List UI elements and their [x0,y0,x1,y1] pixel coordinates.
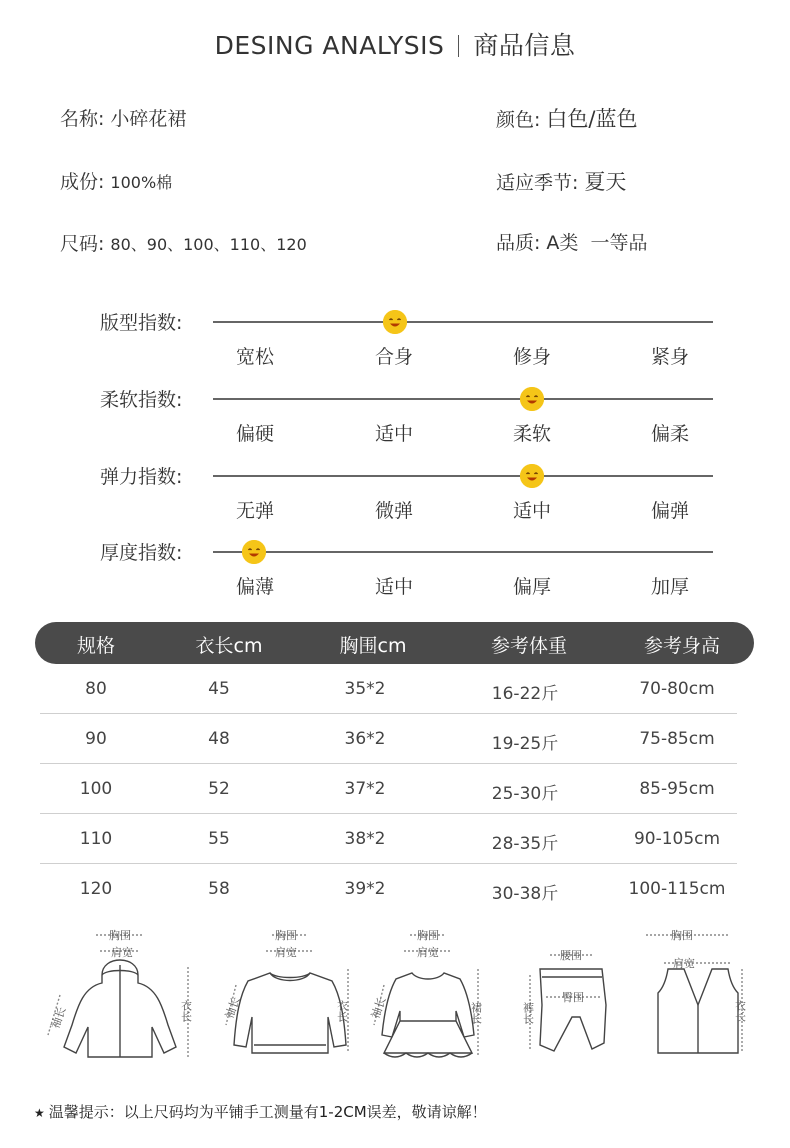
info-quality-value: A类 一等品 [546,232,648,254]
table-cell: 37*2 [344,779,386,799]
th-height: 参考身高 [643,635,720,657]
index-option: 紧身 [650,346,689,368]
index-option: 适中 [374,423,413,445]
sweater-chest-label: 胸围 [275,929,297,942]
dress-chest-label: 胸围 [417,929,439,942]
table-cell: 58 [208,879,230,899]
index-label: 柔软指数: [100,389,183,411]
pants-waist-label: 腰围 [560,949,582,962]
info-name-value: 小碎花裙 [110,108,187,130]
page-title [0,26,790,62]
pants-length-label: 裤长 [521,1002,535,1024]
table-cell: 39*2 [344,879,386,899]
vest-icon [646,935,742,1053]
table-row-divider [40,863,737,864]
dress-sleeve-label: 袖长 [368,995,389,1021]
footer-note [34,1101,487,1122]
info-quality-label: 品质: [496,232,541,254]
table-cell: 45 [208,679,230,699]
index-option: 适中 [374,576,413,598]
size-table-header [35,622,754,664]
table-cell: 100-115cm [628,879,726,899]
note-text: 温馨提示：以上尺码均为平铺手工测量有1-2CM误差，敬请谅解！ [48,1103,487,1121]
dress-length-label: 裙长 [469,1002,483,1024]
table-cell: 16-22斤 [491,684,559,704]
star-icon: ★ [34,1106,45,1120]
info-material [60,167,172,194]
table-cell: 110 [79,829,113,849]
info-size-label: 尺码: [60,233,105,255]
index-option: 柔软 [512,423,551,445]
table-cell: 19-25斤 [491,734,559,754]
smiley-marker-icon [520,464,544,488]
info-color-value: 白色/蓝色 [546,107,638,131]
table-cell: 80 [85,679,107,699]
index-option: 无弹 [235,500,274,522]
measurement-diagrams [40,925,760,1065]
jacket-chest-label: 胸围 [109,929,131,942]
index-option: 适中 [512,500,551,522]
table-row-divider [40,763,737,764]
index-option: 偏硬 [235,423,274,445]
index-option: 偏柔 [650,423,689,445]
table-cell: 52 [208,779,230,799]
vest-length-label: 衣长 [733,1000,747,1022]
info-size [60,229,307,256]
vest-chest-label: 胸围 [671,929,693,942]
index-label: 厚度指数: [100,542,183,564]
index-option: 偏薄 [235,576,274,598]
jacket-sleeve-label: 袖长 [48,1005,69,1031]
th-weight: 参考体重 [490,635,567,657]
pants-hip-label: 臀围 [562,991,584,1004]
index-track [213,475,713,477]
vest-shoulder-label: 肩宽 [673,957,695,970]
index-track [213,551,713,553]
title-cn: 商品信息 [473,31,576,60]
info-color [496,103,637,133]
table-row-divider [40,813,737,814]
table-cell: 30-38斤 [491,884,559,904]
table-cell: 90 [85,729,107,749]
info-size-value: 80、90、100、110、120 [110,235,307,254]
index-track [213,398,713,400]
index-option: 偏弹 [650,500,689,522]
table-cell: 35*2 [344,679,386,699]
index-option: 微弹 [374,500,413,522]
info-season-value: 夏天 [584,170,627,194]
dress-shoulder-label: 肩宽 [417,946,439,959]
table-cell: 38*2 [344,829,386,849]
th-chest: 胸围cm [339,635,407,657]
info-color-label: 颜色: [496,109,541,131]
table-cell: 120 [79,879,113,899]
index-option: 加厚 [650,576,689,598]
jacket-length-label: 衣长 [179,1000,193,1022]
table-cell: 75-85cm [639,729,715,749]
th-length: 衣长cm [195,635,263,657]
index-label: 弹力指数: [100,466,183,488]
info-season-label: 适应季节: [496,172,579,194]
table-cell: 55 [208,829,230,849]
info-season [496,166,626,196]
jacket-shoulder-label: 肩宽 [111,946,133,959]
table-cell: 25-30斤 [491,784,559,804]
info-quality [496,228,647,255]
sweater-shoulder-label: 肩宽 [275,946,297,959]
table-cell: 70-80cm [639,679,715,699]
index-track [213,321,713,323]
table-cell: 28-35斤 [491,834,559,854]
th-size: 规格 [76,635,115,657]
info-material-value: 100%棉 [110,173,173,192]
table-cell: 85-95cm [639,779,715,799]
title-en: DESING ANALYSIS [214,31,445,60]
index-option: 修身 [512,346,551,368]
info-material-label: 成份: [60,171,105,193]
index-option: 偏厚 [512,576,551,598]
smiley-marker-icon [383,310,407,334]
table-row-divider [40,713,737,714]
smiley-marker-icon [520,387,544,411]
index-option: 合身 [374,346,413,368]
index-label: 版型指数: [100,312,183,334]
index-option: 宽松 [235,346,274,368]
sweater-length-label: 衣长 [335,1000,349,1022]
table-cell: 90-105cm [633,829,721,849]
info-name [60,104,186,131]
info-name-label: 名称: [60,108,105,130]
table-cell: 100 [79,779,113,799]
title-divider [458,35,459,57]
table-cell: 48 [208,729,230,749]
table-cell: 36*2 [344,729,386,749]
smiley-marker-icon [242,540,266,564]
sweater-sleeve-label: 袖长 [222,995,243,1021]
